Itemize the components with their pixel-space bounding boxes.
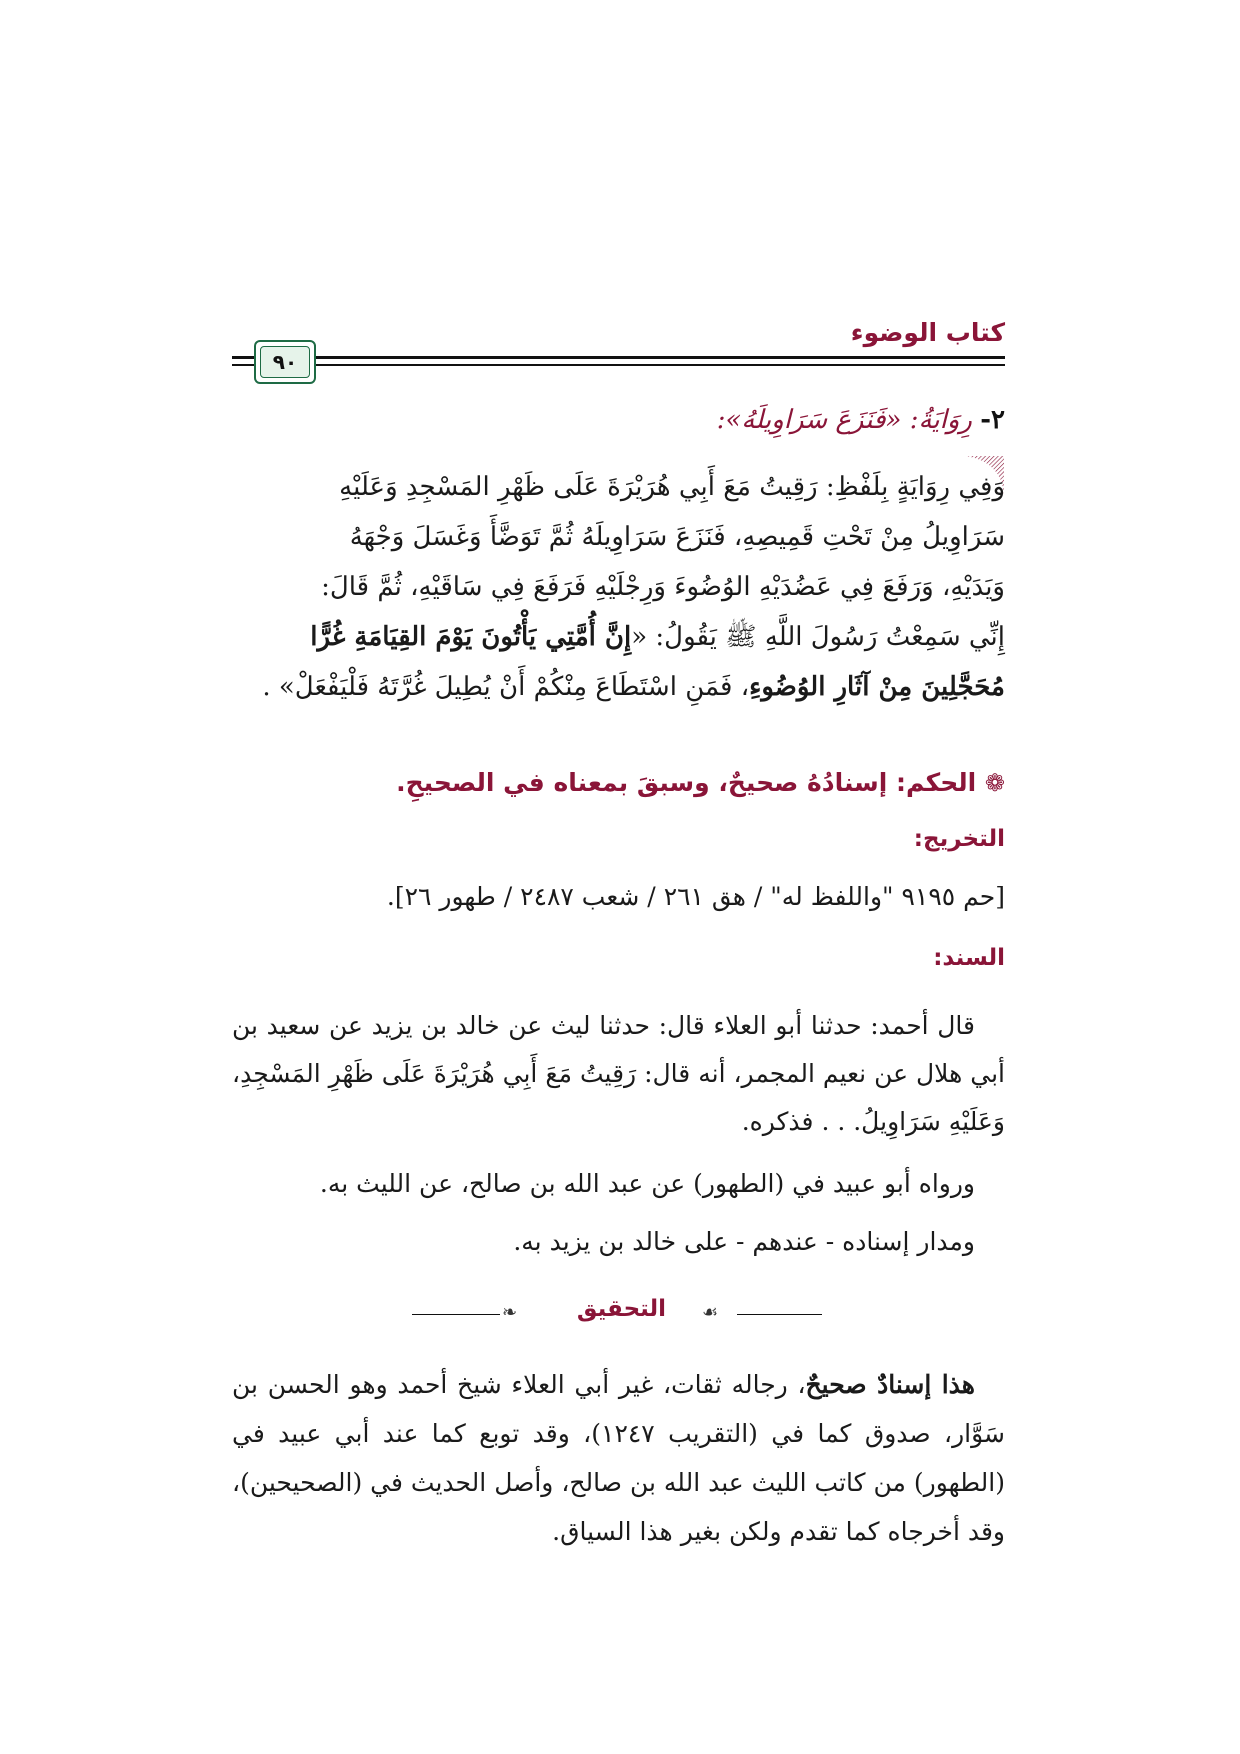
hadith-line-plain: إِنِّي سَمِعْتُ رَسُولَ اللَّهِ ﷺ يَقُولُ: « (631, 622, 1005, 652)
hadith-line: وَفِي رِوَايَةٍ بِلَفْظِ: رَقِيتُ مَعَ أَبِي هُرَيْرَةَ عَلَى ظَهْرِ المَسْجِدِ وَعَلَيْهِ (339, 472, 1005, 502)
ruling (396, 768, 1005, 797)
section-title: رِوَايَةُ: «فَنَزَعَ سَرَاوِيلَهُ»: (716, 405, 972, 435)
page-number: ٩٠ (260, 346, 310, 378)
tahqiq-text: ، رجاله ثقات، غير أبي العلاء شيخ أحمد وهو الحسن بن سَوَّار، صدوق كما في (التقريب ١٢٤٧)، وقد توبع كما عند أبي عبيد في (الطهور) من كاتب الليث عبد الله بن صالح، وأصل الحديث في (الصحيحين)، وقد أخرجاه كما تقدم ولكن بغير هذا السياق. (232, 1370, 1005, 1546)
sanad-paragraph: ومدار إسناده - عندهم - على خالد بن يزيد به. (513, 1227, 975, 1256)
hadith-prophetic-words: إِنَّ أُمَّتِي يَأْتُونَ يَوْمَ القِيَامَةِ غُرًّا (310, 622, 632, 652)
hadith-line: وَيَدَيْهِ، وَرَفَعَ فِي عَضُدَيْهِ الوُضُوءَ وَرِجْلَيْهِ فَرَفَعَ فِي سَاقَيْهِ، ثُمَّ قَالَ: (321, 572, 1005, 602)
page-header (232, 318, 1005, 390)
header-rule-thick (232, 356, 1005, 359)
ornament-icon: ❧ (502, 1302, 518, 1323)
sanad-paragraph: قال أحمد: حدثنا أبو العلاء قال: حدثنا ليث عن خالد بن يزيد عن سعيد بن أبي هلال عن نعيم المجمر، أنه قال: رَقِيتُ مَعَ أَبِي هُرَيْرَةَ عَلَى ظَهْرِ المَسْجِدِ، وَعَلَيْهِ سَرَاوِيلُ. . . فذكره. (232, 1011, 1005, 1136)
page-number-frame (254, 340, 316, 384)
divider-line (737, 1314, 822, 1315)
tahqiq-verdict: هذا إسنادٌ صحيحٌ (805, 1370, 975, 1399)
hadith-line (232, 662, 1005, 712)
ruling-label: الحكم: (896, 768, 977, 797)
tahqiq-title: التحقيق (576, 1296, 667, 1322)
tahqiq-paragraph (232, 1360, 1005, 1556)
divider-line (412, 1314, 500, 1315)
ruling-text: إسنادُهُ صحيحٌ، وسبقَ بمعناه في الصحيحِ. (396, 768, 888, 797)
hadith-line-plain: ، فَمَنِ اسْتَطَاعَ مِنْكُمْ أَنْ يُطِيلَ غُرَّتَهُ فَلْيَفْعَلْ» . (262, 672, 750, 702)
tahqiq-divider (232, 1296, 1005, 1332)
hadith-line (232, 612, 1005, 662)
hadith-text (232, 462, 1005, 712)
sanad-label: السند: (933, 945, 1005, 971)
takhrij-label: التخريج: (913, 826, 1005, 852)
header-rule-thin (232, 364, 1005, 366)
flower-ornament-icon: ❁ (984, 769, 1005, 797)
section-heading (717, 405, 1005, 435)
sanad-paragraph: ورواه أبو عبيد في (الطهور) عن عبد الله بن صالح، عن الليث به. (319, 1169, 975, 1198)
hadith-prophetic-words: مُحَجَّلِينَ مِنْ آثَارِ الوُضُوءِ (749, 672, 1005, 702)
book-title: كتاب الوضوء (850, 318, 1005, 347)
section-number: ٢- (980, 405, 1005, 435)
ornament-icon: ☙ (702, 1302, 719, 1323)
hadith-line: سَرَاوِيلُ مِنْ تَحْتِ قَمِيصِهِ، فَنَزَعَ سَرَاوِيلَهُ ثُمَّ تَوَضَّأَ وَغَسَلَ وَجْهَهُ (349, 522, 1005, 552)
takhrij-text: [حم ٩١٩٥ "واللفظ له" / هق ٢٦١ / شعب ٢٤٨٧ / طهور ٢٦]. (386, 882, 1005, 911)
